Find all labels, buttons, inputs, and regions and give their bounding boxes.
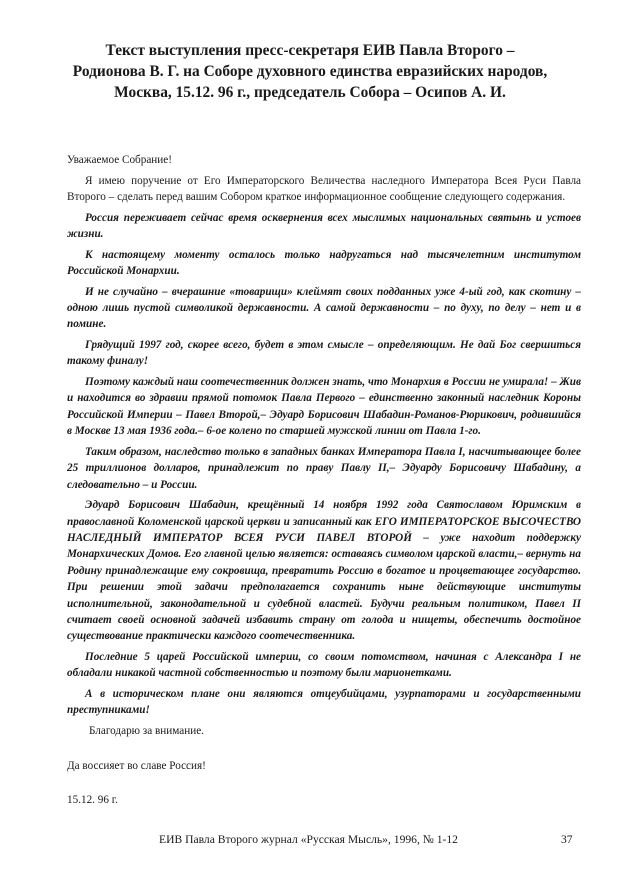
paragraph-1: Я имею поручение от Его Императорского Величества наследного Императора Всея Руси Павла Второго – сделать перед вашим Собором краткое информационное сообщение следующего содержания. — [67, 174, 581, 203]
paragraph-2: Россия переживает сейчас время осквернения всех мыслимых национальных святынь и устоев жизни. — [67, 211, 581, 240]
document-body — [67, 152, 581, 813]
closing-line: Да воссияет во славе Россия! — [67, 759, 206, 772]
page-number: 37 — [561, 833, 573, 846]
paragraph-3: К настоящему моменту осталось только надругаться над тысячелетним институтом Российской Монархии. — [67, 248, 581, 277]
spacer — [67, 744, 581, 758]
paragraph-8: Эдуард Борисович Шабадин, крещённый 14 ноября 1992 года Святославом Юримским в православной Коломенской царской церкви и записанный как ЕГО ИМПЕРАТОРСКОЕ ВЫСОЧЕСТВО НАСЛЕДНЫЙ ИМПЕРАТОР ВСЕЯ РУСИ ПАВЕЛ ВТОРОЙ – уже находит поддержку Монархических Домов. Его главной целью является: оставаясь символом царской власти,– вернуть на Родину принадлежащие ему сокровища, превратить Россию в богатое и процветающее государство. При решении этой задачи предполагается сохранить ныне действующие институты исполнительной, законодательной и судебной властей. Будучи реальным политиком, Павел II считает своей основной задачей избавить страну от голода и нищеты, обеспечить достойное существование практически каждого соотечественника. — [67, 499, 581, 643]
paragraph-4: И не случайно – вчерашние «товарищи» клеймят своих подданных уже 4-ый год, как скотину – одною лишь пустой символикой державности. А самой державности – по духу, по делу – нет и в помине. — [67, 285, 581, 331]
title-line-1: Текст выступления пресс-секретаря ЕИВ Павла Второго – — [105, 42, 515, 59]
paragraph-9: Последние 5 царей Российской империи, со своим потомством, начиная с Александра I не обладали никакой частной собственностью и поэтому были марионетками. — [67, 651, 581, 680]
title-line-3: Москва, 15.12. 96 г., председатель Собора – Осипов А. И. — [114, 84, 506, 101]
footer-source: ЕИВ Павла Второго журнал «Русская Мысль», 1996, № 1-12 — [159, 833, 458, 846]
paragraph-6: Поэтому каждый наш соотечественник должен знать, что Монархия в России не умирала! – Жив и находится во здравии прямой потомок Павла Первого – единственно законный наследник Короны Российской Империи – Павел Второй,– Эдуард Борисович Шабадин-Романов-Рюрикович, родившийся в Москве 13 мая 1936 года.– 6-ое колено по старшей мужской линии от Павла 1-го. — [67, 376, 581, 438]
document-title — [40, 40, 580, 103]
title-line-2: Родионова В. Г. на Соборе духовного единства евразийских народов, — [72, 63, 548, 80]
paragraph-10: А в историческом плане они являются отцеубийцами, узурпаторами и государственными преступниками! — [67, 688, 581, 717]
paragraph-7: Таким образом, наследство только в западных банках Императора Павла I, насчитывающее более 25 триллионов долларов, принадлежит по праву Павлу II,– Эдуарду Борисовичу Шабадину, а следовательно – и России. — [67, 445, 581, 491]
thanks-line: Благодарю за внимание. — [89, 725, 204, 738]
greeting: Уважаемое Собрание! — [67, 154, 172, 166]
date-line: 15.12. 96 г. — [67, 794, 118, 807]
paragraph-5: Грядущий 1997 год, скорее всего, будет в этом смысле – определяющим. Не дай Бог свершиться такому финалу! — [67, 339, 581, 368]
spacer — [67, 778, 581, 792]
